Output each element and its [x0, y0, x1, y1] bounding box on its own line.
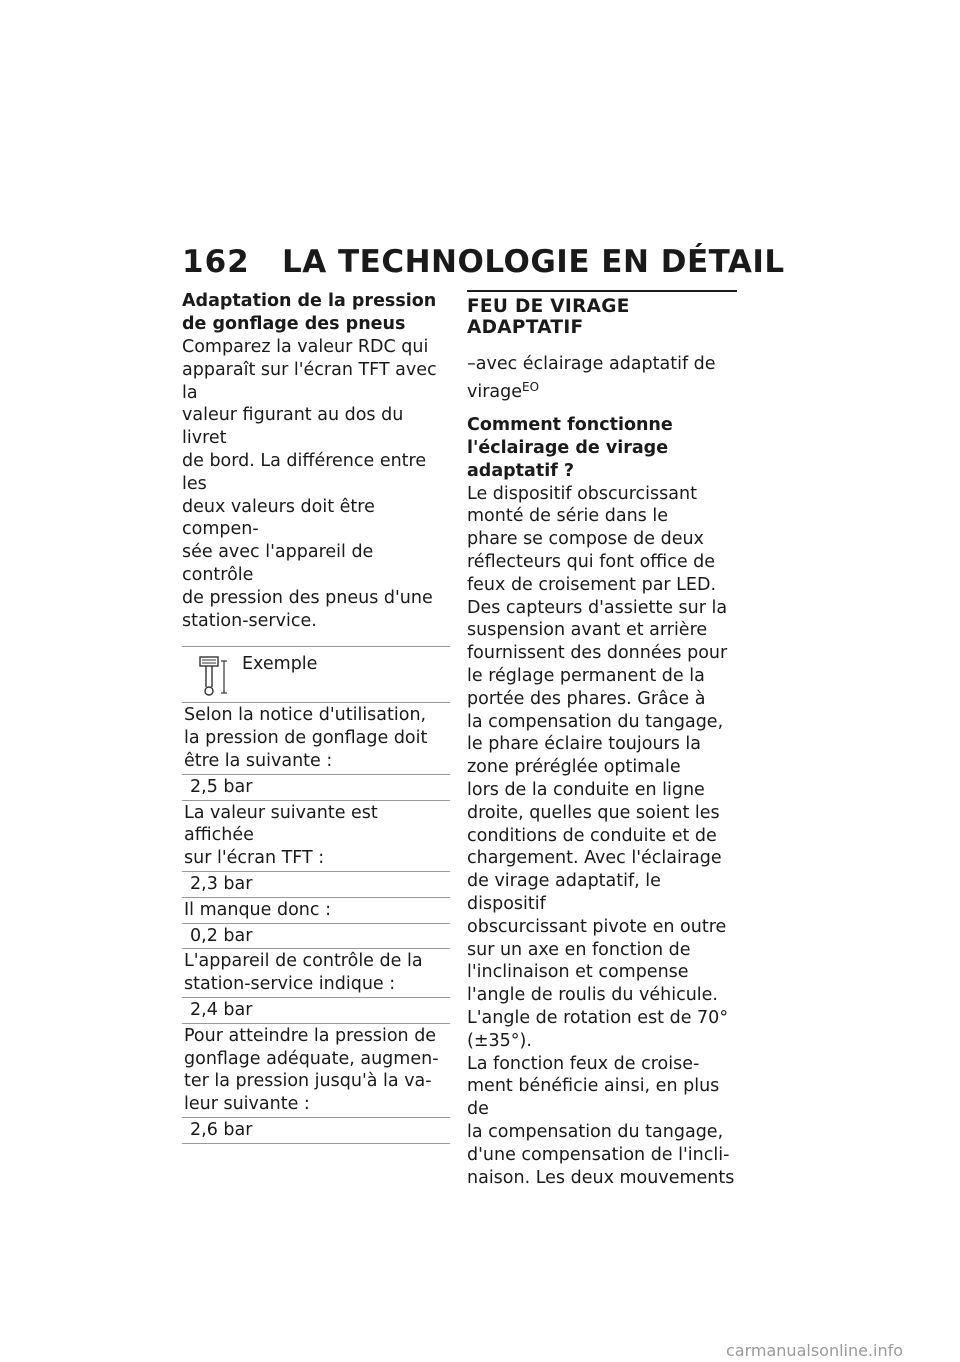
example-header — [182, 647, 450, 703]
example-value: 2,4 bar — [182, 998, 450, 1024]
example-row: La valeur suivante est affichée sur l'écran TFT : — [182, 801, 450, 872]
section-title: FEU DE VIRAGE ADAPTATIF — [467, 290, 737, 343]
tire-pressure-gauge-icon — [192, 653, 232, 697]
how-it-works-paragraph: Le dispositif obscurcissant monté de série dans le phare se compose de deux réflecteurs qui font office de feux de croisement par LED. Des capteurs d'assiette sur la suspension avant et arrière fournissent des données pour le réglage permanent de la portée des phares. Grâce à la compensation du tangage, le phare éclaire toujours la zone préréglée optimale lors de la conduite en ligne droite, quelles que soient les conditions de conduite et de chargement. Avec l'éclairage de virage adaptatif, le dispositif obscurcissant pivote en outre sur un axe en fonction de l'inclinaison et compense l'angle de roulis du véhicule. L'angle de rotation est de 70° (±35°). La fonction feux de croise- ment bénéficie ainsi, en plus de la compensation du tangage, d'une compensation de l'incli- naison. Les deux mouvements — [467, 483, 735, 1188]
pressure-subhead: Adaptation de la pression de gonflage des pneus — [182, 291, 437, 334]
example-row: Selon la notice d'utilisation, la pression de gonflage doit être la suivante : — [182, 703, 450, 774]
left-column — [182, 290, 450, 1144]
example-value: 2,5 bar — [182, 775, 450, 801]
example-row: L'appareil de contrôle de la station-service indique : — [182, 949, 450, 998]
example-value: 2,6 bar — [182, 1118, 450, 1144]
bullet-superscript: EO — [522, 379, 540, 394]
example-table — [182, 646, 450, 1143]
right-column — [467, 290, 737, 1189]
how-it-works-subhead: Comment fonctionne l'éclairage de virage adaptatif ? — [467, 414, 673, 481]
page-header — [182, 244, 785, 280]
pressure-paragraph: Comparez la valeur RDC qui apparaît sur l'écran TFT avec la valeur figurant au dos du livret de bord. La différence entre les deux valeurs doit être compen- sée avec l'appareil de contrôle de pression des pneus d'une station-service. — [182, 337, 437, 631]
example-label: Exemple — [242, 654, 318, 675]
page-number: 162 — [182, 244, 250, 280]
chapter-title: LA TECHNOLOGIE EN DÉTAIL — [282, 244, 785, 280]
watermark: carmanualsonline.info — [726, 1341, 904, 1360]
bullet-text: –avec éclairage adaptatif de virage — [467, 354, 716, 402]
example-value: 2,3 bar — [182, 872, 450, 898]
example-value: 0,2 bar — [182, 924, 450, 950]
equipment-bullet — [467, 353, 737, 404]
example-row: Pour atteindre la pression de gonflage adéquate, augmen- ter la pression jusqu'à la va- leur suivante : — [182, 1024, 450, 1118]
example-row: Il manque donc : — [182, 898, 450, 924]
